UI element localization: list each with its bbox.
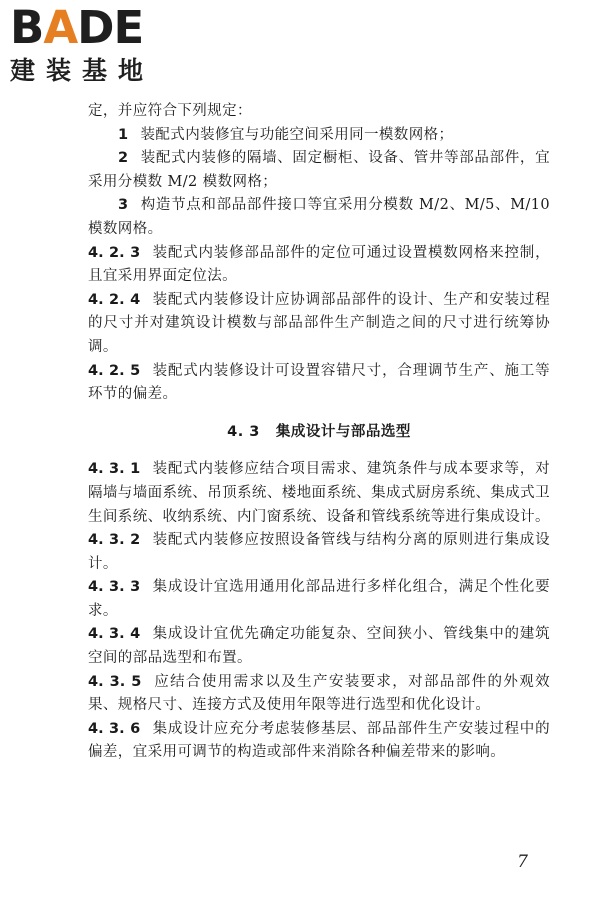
clause xyxy=(88,242,550,289)
clause xyxy=(88,458,550,529)
list-item xyxy=(88,124,550,148)
list-item-number: 3 xyxy=(118,197,129,214)
section-title: 集成设计与部品选型 xyxy=(275,423,411,440)
clause-number: 4. 3. 6 xyxy=(88,720,141,737)
list-item-text: 构造节点和部品部件接口等宜采用分模数 M/2、M/5、M/10 模数网格。 xyxy=(88,197,550,237)
clause-number: 4. 3. 1 xyxy=(88,461,141,478)
clause-number: 4. 2. 4 xyxy=(88,291,141,308)
logo-letters-de: DE xyxy=(77,1,144,54)
list-item xyxy=(88,147,550,194)
clause xyxy=(88,576,550,623)
clause xyxy=(88,360,550,407)
continuation-text: 定，并应符合下列规定： xyxy=(88,103,252,119)
clause-text: 集成设计宜选用通用化部品进行多样化组合，满足个性化要求。 xyxy=(88,579,550,619)
logo-wordmark xyxy=(10,1,180,54)
clause-number: 4. 2. 5 xyxy=(88,362,141,379)
clause-number: 4. 3. 3 xyxy=(88,579,141,596)
clause-text: 集成设计宜优先确定功能复杂、空间狭小、管线集中的建筑空间的部品选型和布置。 xyxy=(88,626,550,667)
logo-letter-a-accent: A xyxy=(43,1,78,54)
clause-text: 应结合使用需求以及生产安装要求，对部品部件的外观效果、规格尺寸、连接方式及使用年限等进行选型和优化设计。 xyxy=(88,673,551,714)
clause-text: 装配式内装修部品部件的定位可通过设置模数网格来控制，且宜采用界面定位法。 xyxy=(88,244,550,285)
clause-text: 装配式内装修应按照设备管线与结构分离的原则进行集成设计。 xyxy=(88,532,550,572)
clause xyxy=(88,289,550,360)
list-item-text: 装配式内装修宜与功能空间采用同一模数网格； xyxy=(140,126,454,143)
clause-number: 4. 3. 2 xyxy=(88,532,141,549)
list-item xyxy=(88,194,550,241)
clause-text: 集成设计应充分考虑装修基层、部品部件生产安装过程中的偏差，宜采用可调节的构造或部件来消除各种偏差带来的影响。 xyxy=(88,720,550,761)
clause-number: 4. 3. 4 xyxy=(88,626,141,643)
list-item-text: 装配式内装修的隔墙、固定橱柜、设备、管井等部品部件，宜采用分模数 M/2 模数网格； xyxy=(88,150,550,190)
clause xyxy=(88,529,550,576)
clause-text: 装配式内装修应结合项目需求、建筑条件与成本要求等，对隔墙与墙面系统、吊顶系统、楼地面系统、集成式厨房系统、集成式卫生间系统、收纳系统、内门窗系统、设备和管线系统等进行集成设计。 xyxy=(88,461,550,525)
page-number: 7 xyxy=(517,852,528,872)
section-number: 4. 3 xyxy=(227,423,260,440)
clause-text: 装配式内装修设计可设置容错尺寸，合理调节生产、施工等环节的偏差。 xyxy=(88,362,550,403)
clause-number: 4. 3. 5 xyxy=(88,673,142,690)
clause xyxy=(88,671,550,718)
clause-text: 装配式内装修设计应协调部品部件的设计、生产和安装过程的尺寸并对建筑设计模数与部品部件生产制造之间的尺寸进行统筹协调。 xyxy=(88,291,550,355)
list-item-number: 1 xyxy=(118,126,129,143)
clause xyxy=(88,718,550,765)
section-heading xyxy=(88,421,550,445)
logo-subtitle: 建装基地 xyxy=(10,56,155,85)
clause xyxy=(88,623,550,670)
brand-logo xyxy=(10,1,180,86)
document-body xyxy=(88,100,550,765)
list-item-number: 2 xyxy=(118,150,129,167)
clause-number: 4. 2. 3 xyxy=(88,244,141,261)
logo-letter-b: B xyxy=(10,1,44,54)
